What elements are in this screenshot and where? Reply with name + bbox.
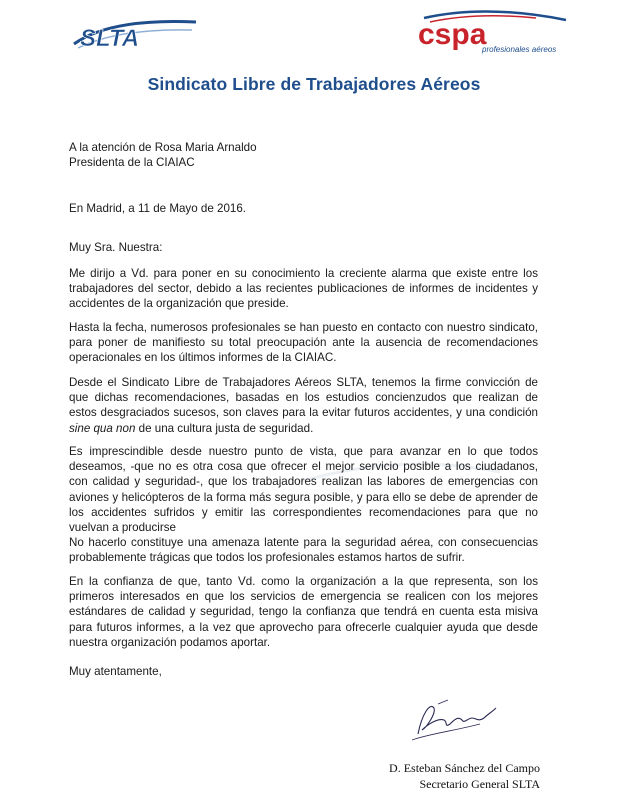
- recipient-title: Presidenta de la CIAIAC: [69, 156, 195, 170]
- signer-role: Secretario General SLTA: [419, 776, 540, 791]
- paragraph-3-italic: sine qua non: [69, 421, 136, 435]
- slta-logo: [70, 14, 200, 54]
- paragraph-6: En la confianza de que, tanto Vd. como la organización a la que representa, son los primeros interesados en que los servicios de emergencia se realicen con los mejores estándares de calidad y seguridad, tengo la confianza que tendrá en cuenta esta misiva para futuros informes, a la vez que aprovecho para ofrecerle cualquier ayuda que desde nuestra organización podamos aportar.: [69, 575, 538, 649]
- paragraph-2: Hasta la fecha, numerosos profesionales se han puesto en contacto con nuestro sindicato, para poner de manifiesto su total preocupación ante la ausencia de recomendaciones operacionales en los últimos informes de la CIAIAC.: [69, 321, 538, 365]
- paragraph-4: Es imprescindible desde nuestro punto de vista, que para avanzar en lo que todos deseamos, -que no es otra cosa que ofrecer el mejor servicio posible a los ciudadanos, con calidad y seguridad-, que los trabajadores realizan las labores de emergencias con aviones y helicópteros de la forma más segura posible, y para ello se debe de aprender de los accidentes sufridos y emitir las correspondientes recomendaciones para que no vuelvan a producirse: [69, 445, 538, 535]
- slta-logo-text: SLTA: [80, 25, 140, 52]
- recipient-name: A la atención de Rosa Maria Arnaldo: [69, 141, 257, 154]
- signer-name: D. Esteban Sánchez del Campo: [389, 761, 540, 775]
- paragraph-3-start: Desde el Sindicato Libre de Trabajadores Aéreos SLTA, tenemos la firme convicción de que dichas recomendaciones, basadas en los estudios concienzudos que realizan de estos desgraciados sucesos, son claves para la evitar futuros accidentes, y una condición: [69, 376, 538, 420]
- paragraph-1: Me dirijo a Vd. para poner en su conocimiento la creciente alarma que existe entre los trabajadores del sector, debido a las recientes publicaciones de informes de incidentes y accidentes de la organización que preside.: [69, 267, 538, 311]
- closing: Muy atentamente,: [69, 665, 162, 678]
- cspa-logo-subtitle: profesionales aéreos: [482, 45, 557, 54]
- paragraph-3-end: de una cultura justa de seguridad.: [135, 421, 314, 435]
- date-line: En Madrid, a 11 de Mayo de 2016.: [69, 202, 247, 215]
- signature-icon: [408, 694, 500, 744]
- paragraph-3: [69, 375, 538, 436]
- cspa-logo-text: cspa: [418, 18, 487, 51]
- paragraph-5: No hacerlo constituye una amenaza latente para la seguridad aérea, con consecuencias probablemente trágicas que todos los profesionales estamos hartos de sufrir.: [69, 536, 538, 565]
- cspa-logo: [416, 6, 584, 58]
- letter-title: Sindicato Libre de Trabajadores Aéreos: [147, 74, 481, 94]
- recipient-block: [69, 140, 538, 170]
- salutation: Muy Sra. Nuestra:: [69, 241, 163, 254]
- signer-block: [330, 761, 540, 792]
